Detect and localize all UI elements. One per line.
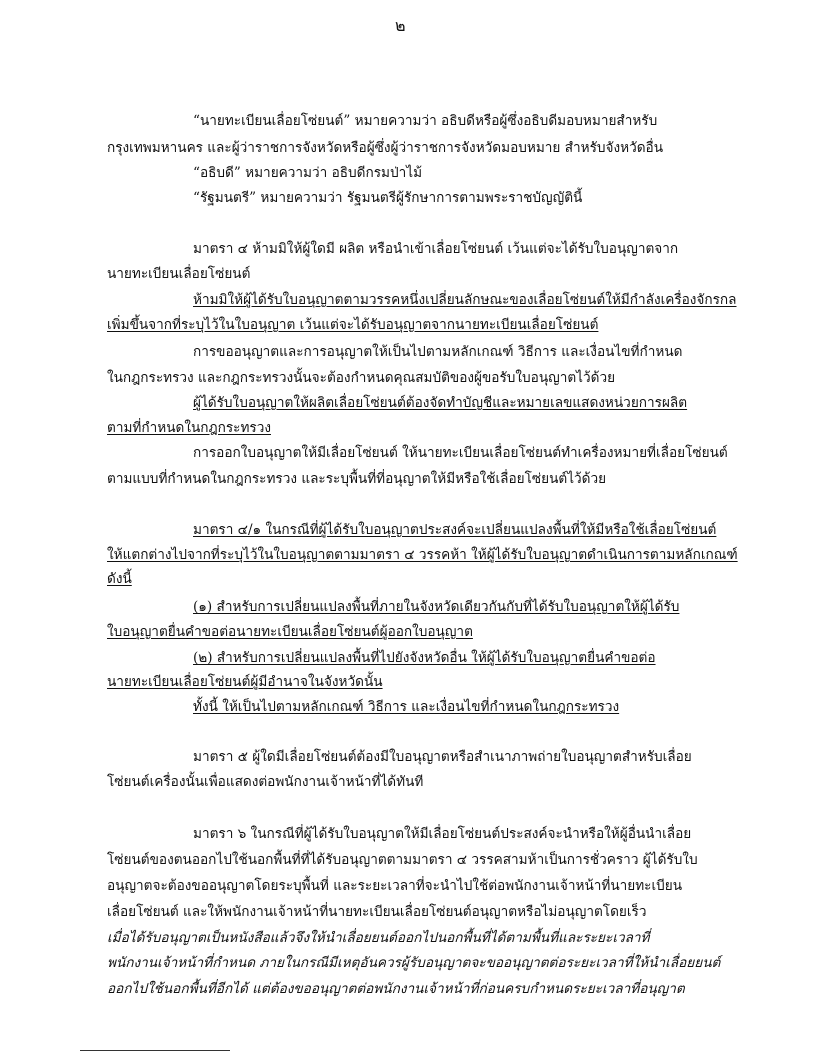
text-line: “อธิบดี” หมายความว่า อธิบดีกรมป่าไม้ [193, 165, 423, 181]
text-line: นายทะเบียนเลื่อยโซ่ยนต์ [107, 266, 251, 282]
text-line: เมื่อได้รับอนุญาตเป็นหนังสือแล้วจึงให้นำเลื่อยยนต์ออกไปนอกพื้นที่ได้ตามพื้นที่และระยะเวลาที่ [107, 930, 650, 946]
text-line: ในกฎกระทรวง และกฎกระทรวงนั้นจะต้องกำหนดคุณสมบัติของผู้ขอรับใบอนุญาตไว้ด้วย [107, 370, 616, 386]
text-line: (๑) สำหรับการเปลี่ยนแปลงพื้นที่ภายในจังหวัดเดียวกันกับที่ได้รับใบอนุญาตให้ผู้ได้รับ [193, 599, 680, 615]
text-line: ห้ามมิให้ผู้ได้รับใบอนุญาตตามวรรคหนึ่งเปลี่ยนลักษณะของเลื่อยโซ่ยนต์ให้มีกำลังเครื่องจักรกล [193, 292, 737, 308]
text-line: ออกไปใช้นอกพื้นที่อีกได้ แต่ต้องขออนุญาตต่อพนักงานเจ้าหน้าที่ก่อนครบกำหนดระยะเวลาที่อนุญาต [107, 981, 685, 997]
text-line: การออกใบอนุญาตให้มีเลื่อยโซ่ยนต์ ให้นายทะเบียนเลื่อยโซ่ยนต์ทำเครื่องหมายที่เลื่อยโซ่ยนต์ [193, 445, 728, 461]
text-line: อนุญาตจะต้องขออนุญาตโดยระบุพื้นที่ และระยะเวลาที่จะนำไปใช้ต่อพนักงานเจ้าหน้าที่นายทะเบียน [107, 878, 683, 894]
text-line: มาตรา ๕ ผู้ใดมีเลื่อยโซ่ยนต์ต้องมีใบอนุญาตหรือสำเนาภาพถ่ายใบอนุญาตสำหรับเลื่อย [193, 749, 692, 765]
text-line: ทั้งนี้ ให้เป็นไปตามหลักเกณฑ์ วิธีการ และเงื่อนไขที่กำหนดในกฎกระทรวง [193, 699, 620, 715]
text-line: กรุงเทพมหานคร และผู้ว่าราชการจังหวัดหรือผู้ซึ่งผู้ว่าราชการจังหวัดมอบหมาย สำหรับจังหวัดอื่น [107, 140, 664, 156]
text-line: เพิ่มขึ้นจากที่ระบุไว้ในใบอนุญาต เว้นแต่จะได้รับอนุญาตจากนายทะเบียนเลื่อยโซ่ยนต์ [107, 317, 599, 333]
text-line: มาตรา ๖ ในกรณีที่ผู้ได้รับใบอนุญาตให้มีเลื่อยโซ่ยนต์ประสงค์จะนำหรือให้ผู้อื่นนำเลื่อย [193, 826, 692, 842]
text-line: เลื่อยโซ่ยนต์ และให้พนักงานเจ้าหน้าที่นายทะเบียนเลื่อยโซ่ยนต์อนุญาตหรือไม่อนุญาตโดยเร็ว [107, 904, 647, 920]
text-line: (๒) สำหรับการเปลี่ยนแปลงพื้นที่ไปยังจังหวัดอื่น ให้ผู้ได้รับใบอนุญาตยื่นคำขอต่อ [193, 650, 656, 666]
text-line: โซ่ยนต์ของตนออกไปใช้นอกพื้นที่ที่ได้รับอนุญาตตามมาตรา ๔ วรรคสามห้าเป็นการชั่วคราว ผู้ได้รับใบ [107, 852, 698, 868]
text-line: โซ่ยนต์เครื่องนั้นเพื่อแสดงต่อพนักงานเจ้าหน้าที่ได้ทันที [107, 774, 424, 790]
text-line: มาตรา ๔/๑ ในกรณีที่ผู้ได้รับใบอนุญาตประสงค์จะเปลี่ยนแปลงพื้นที่ให้มีหรือใช้เลื่อยโซ่ยนต์ [193, 522, 717, 538]
text-line: ผู้ได้รับใบอนุญาตให้ผลิตเลื่อยโซ่ยนต์ต้องจัดทำบัญชีและหมายเลขแสดงหน่วยการผลิต [193, 395, 688, 411]
text-line: นายทะเบียนเลื่อยโซ่ยนต์ผู้มีอำนาจในจังหวัดนั้น [107, 674, 383, 690]
text-line: ใบอนุญาตยื่นคำขอต่อนายทะเบียนเลื่อยโซ่ยนต์ผู้ออกใบอนุญาต [107, 624, 473, 640]
text-line: ตามแบบที่กำหนดในกฎกระทรวง และระบุพื้นที่ที่อนุญาตให้มีหรือใช้เลื่อยโซ่ยนต์ไว้ด้วย [107, 471, 607, 487]
page-number: ๒ [395, 16, 406, 35]
text-line: “นายทะเบียนเลื่อยโซ่ยนต์” หมายความว่า อธิบดีหรือผู้ซึ่งอธิบดีมอบหมายสำหรับ [193, 113, 658, 129]
text-line: ดังนี้ [107, 571, 132, 587]
text-line: การขออนุญาตและการอนุญาตให้เป็นไปตามหลักเกณฑ์ วิธีการ และเงื่อนไขที่กำหนด [193, 344, 683, 360]
text-line: “รัฐมนตรี” หมายความว่า รัฐมนตรีผู้รักษาการตามพระราชบัญญัตินี้ [193, 190, 583, 206]
text-line: ให้แตกต่างไปจากที่ระบุไว้ในใบอนุญาตตามมาตรา ๔ วรรคห้า ให้ผู้ได้รับใบอนุญาตดำเนินการตามหลักเกณฑ์ [107, 547, 738, 563]
text-line: มาตรา ๔ ห้ามมิให้ผู้ใดมี ผลิต หรือนำเข้าเลื่อยโซ่ยนต์ เว้นแต่จะได้รับใบอนุญาตจาก [193, 241, 679, 257]
text-line: ตามที่กำหนดในกฎกระทรวง [107, 420, 271, 436]
footer-rule [80, 1050, 230, 1051]
text-line: พนักงานเจ้าหน้าที่กำหนด ภายในกรณีมีเหตุอันควรผู้รับอนุญาตจะขออนุญาตต่อระยะเวลาที่ให้นำเลื่อยยนต์ [107, 955, 721, 971]
